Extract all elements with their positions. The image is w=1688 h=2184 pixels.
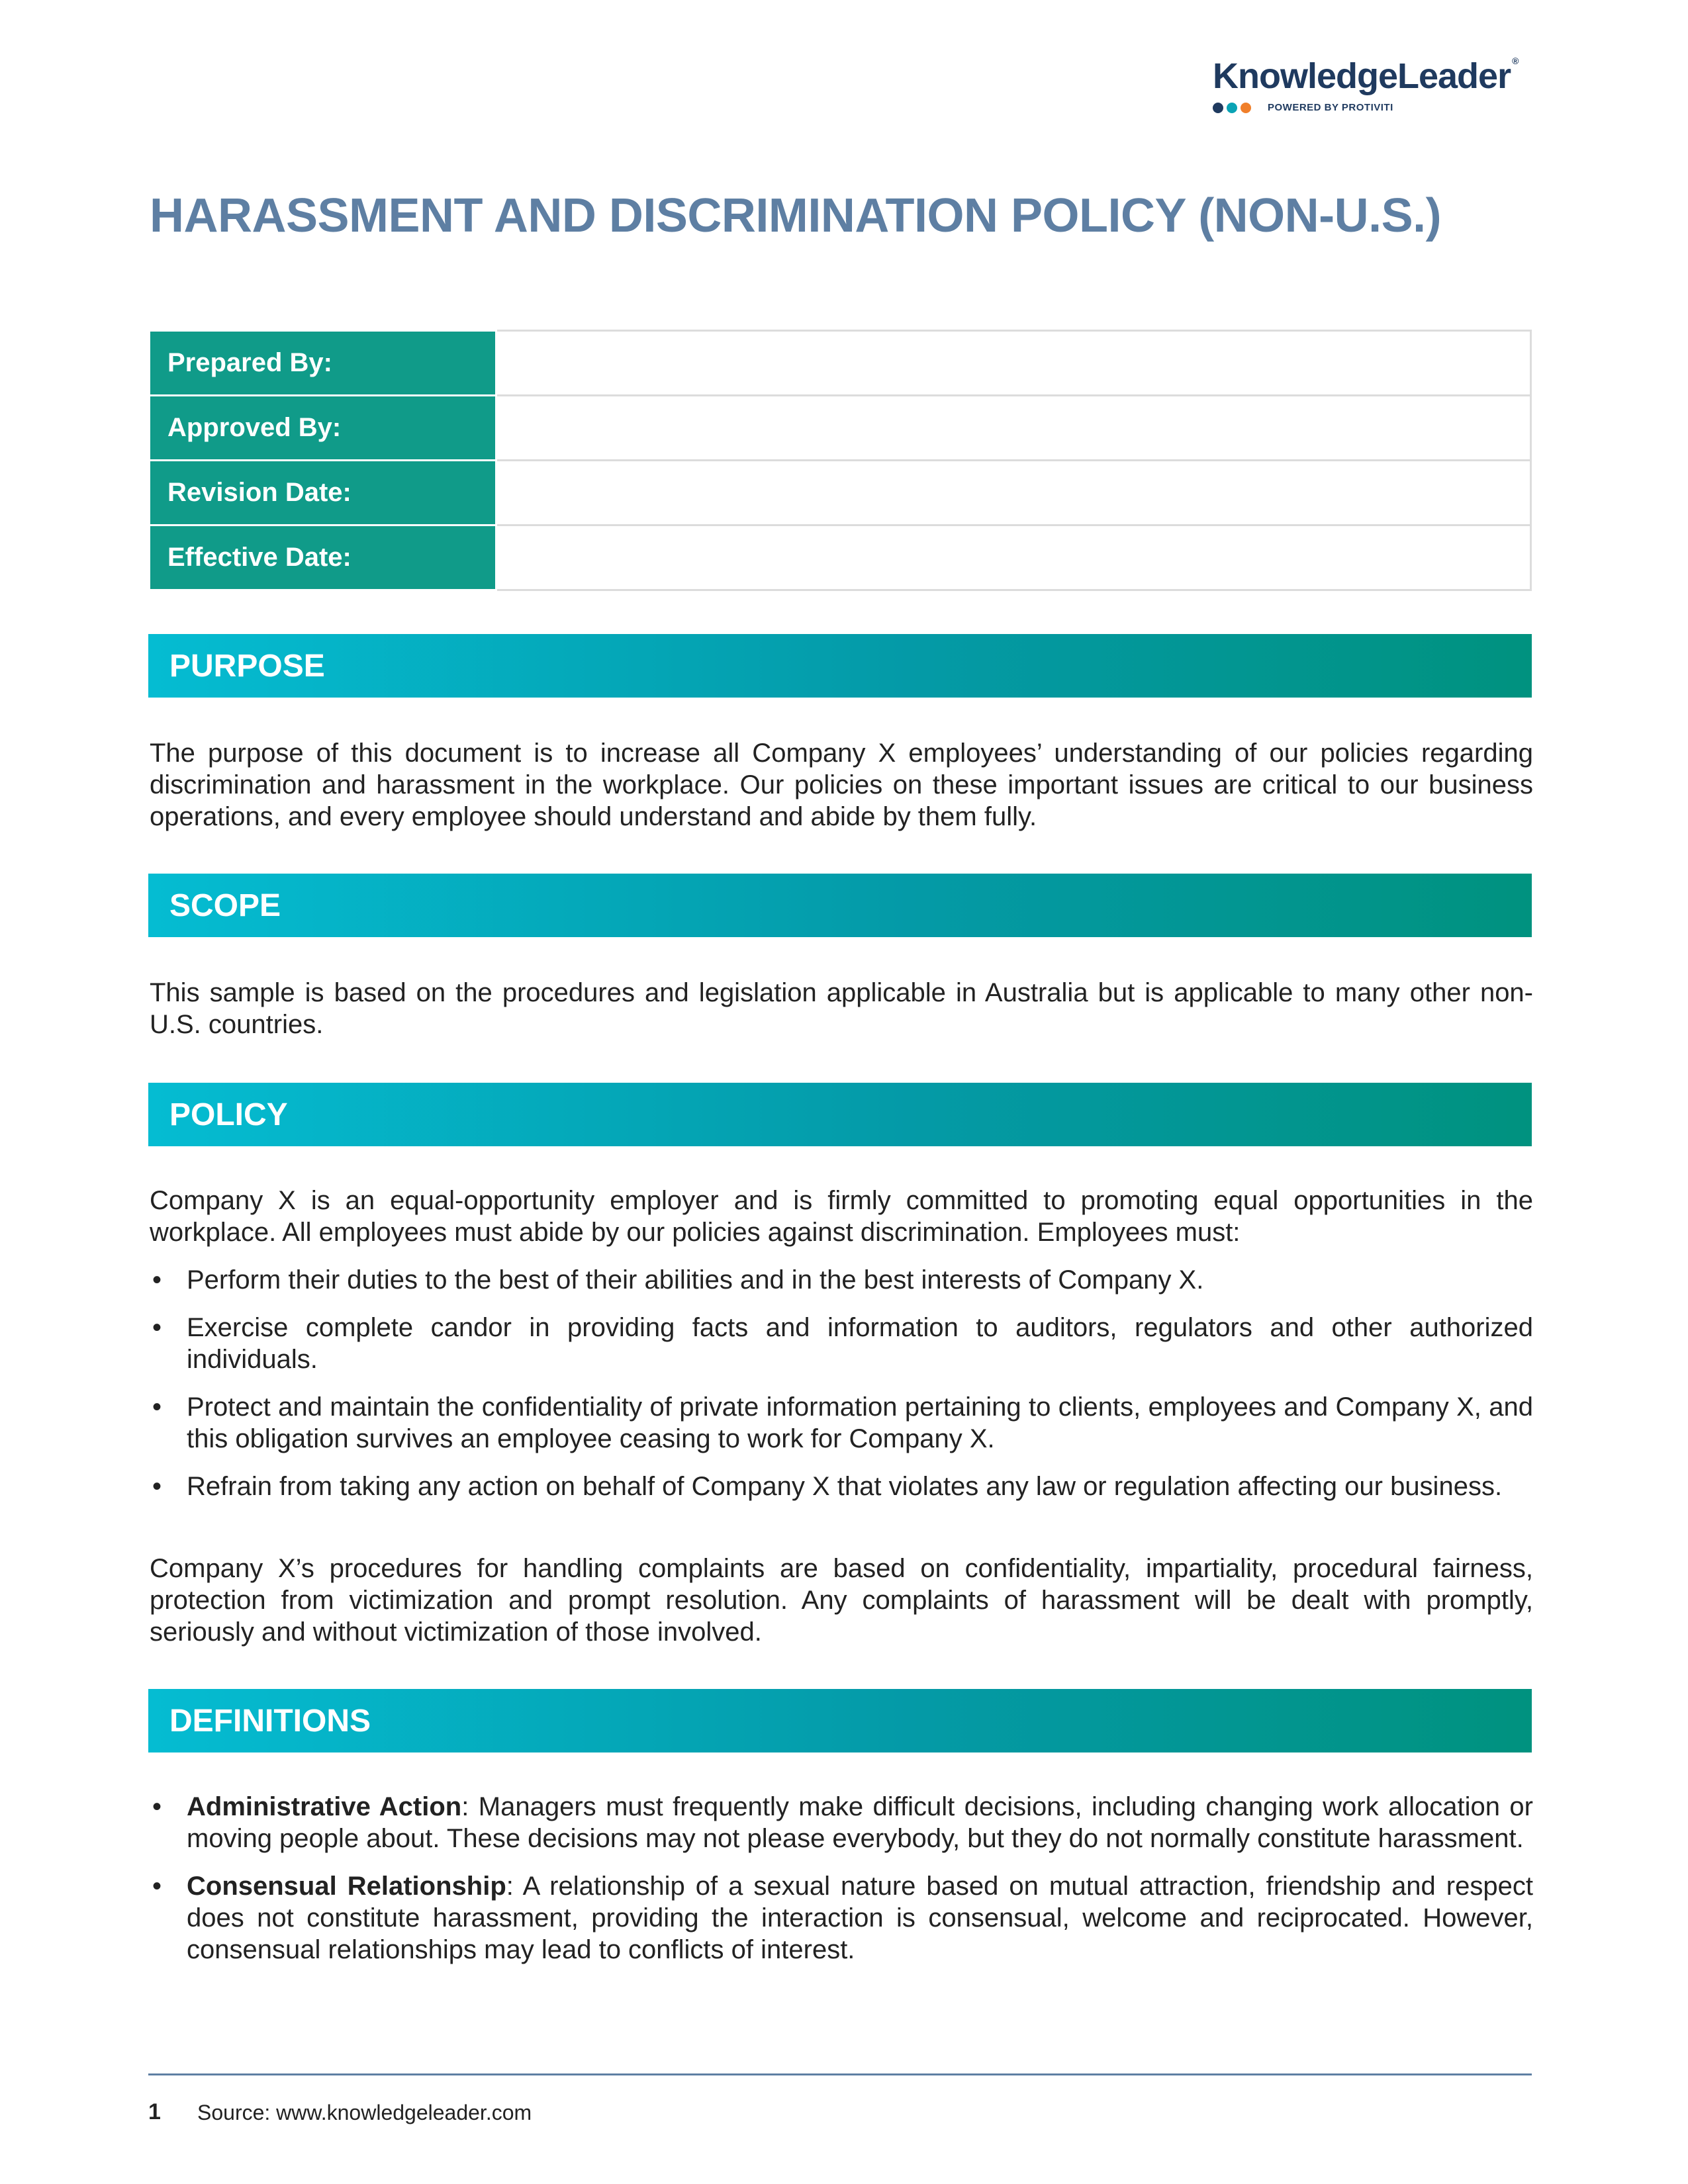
bullet-icon: • <box>152 1872 162 1901</box>
definition-term: Administrative Action <box>187 1792 462 1821</box>
meta-value-approved-by[interactable] <box>496 396 1531 461</box>
definition-text: : Managers must frequently make difficult decisions, including changing work allocation or moving people about. These decisions may not please everybody, but they do not normally constitute harassment. <box>187 1792 1533 1853</box>
logo-registered-mark: ® <box>1512 56 1519 66</box>
section-heading-definitions: DEFINITIONS <box>148 1689 1532 1752</box>
policy-bullet-text: Refrain from taking any action on behalf of Company X that violates any law or regulation affecting our business. <box>187 1472 1503 1501</box>
section-heading-purpose: PURPOSE <box>148 634 1532 698</box>
definitions-list <box>150 1791 1533 1981</box>
list-item <box>150 1264 1533 1296</box>
meta-row-revision-date <box>150 461 1531 525</box>
section-heading-policy: POLICY <box>148 1083 1532 1146</box>
logo-dot-orange-icon <box>1241 103 1251 113</box>
policy-bullet-text: Exercise complete candor in providing facts and information to auditors, regulators and other authorized individuals. <box>187 1313 1533 1374</box>
policy-bullet-text: Protect and maintain the confidentiality of private information pertaining to clients, employees and Company X, and this obligation survives an employee ceasing to work for Company X. <box>187 1392 1533 1453</box>
meta-label: Prepared By: <box>150 331 496 396</box>
meta-label: Approved By: <box>150 396 496 461</box>
bullet-icon: • <box>152 1792 162 1821</box>
meta-row-approved-by <box>150 396 1531 461</box>
meta-value-revision-date[interactable] <box>496 461 1531 525</box>
bullet-icon: • <box>152 1472 162 1501</box>
definition-text: : A relationship of a sexual nature based on mutual attraction, friendship and respect does not constitute harassment, providing the interaction is consensual, welcome and reciprocated. However, consensual relationships may lead to conflicts of interest. <box>187 1872 1533 1964</box>
purpose-text: The purpose of this document is to increase all Company X employees’ understanding of our policies regarding discrimination and harassment in the workplace. Our policies on these important issues are critical to our business operations, and every employee should understand and abide by them fully. <box>150 739 1533 831</box>
meta-label: Revision Date: <box>150 461 496 525</box>
scope-text: This sample is based on the procedures and legislation applicable in Australia but is applicable to many other non-U.S. countries. <box>150 978 1533 1039</box>
footer-divider <box>148 2073 1532 2075</box>
bullet-icon: • <box>152 1313 162 1342</box>
meta-value-prepared-by[interactable] <box>496 331 1531 396</box>
bullet-icon: • <box>152 1265 162 1295</box>
knowledgeleader-logo <box>1213 56 1530 113</box>
meta-row-prepared-by <box>150 331 1531 396</box>
logo-dot-navy-icon <box>1213 103 1223 113</box>
meta-row-effective-date <box>150 525 1531 590</box>
definition-term: Consensual Relationship <box>187 1872 506 1901</box>
meta-label: Effective Date: <box>150 525 496 590</box>
page-number: 1 <box>148 2099 161 2124</box>
policy-bullet-text: Perform their duties to the best of their abilities and in the best interests of Company X. <box>187 1265 1204 1295</box>
document-title: HARASSMENT AND DISCRIMINATION POLICY (NON-U.S.) <box>150 189 1442 242</box>
list-item <box>150 1391 1533 1455</box>
list-item <box>150 1312 1533 1375</box>
logo-tagline-row <box>1213 102 1530 113</box>
bullet-icon: • <box>152 1392 162 1422</box>
logo-powered-by: POWERED BY PROTIVITI <box>1268 102 1393 113</box>
policy-intro-text: Company X is an equal-opportunity employer and is firmly committed to promoting equal opportunities in the workplace. All employees must abide by our policies against discrimination. Employees must: <box>150 1186 1533 1247</box>
logo-dot-teal-icon <box>1227 103 1237 113</box>
list-item <box>150 1870 1533 1966</box>
list-item <box>150 1471 1533 1502</box>
policy-bullet-list <box>150 1264 1533 1518</box>
logo-name: KnowledgeLeader <box>1213 56 1511 96</box>
policy-closing-text: Company X’s procedures for handling complaints are based on confidentiality, impartiality, procedural fairness, protection from victimization and prompt resolution. Any complaints of harassment will be dealt with promptly, seriously and without victimization of those involved. <box>150 1554 1533 1647</box>
list-item <box>150 1791 1533 1854</box>
meta-value-effective-date[interactable] <box>496 525 1531 590</box>
document-meta-table <box>148 330 1532 591</box>
section-heading-scope: SCOPE <box>148 874 1532 937</box>
footer-source: Source: www.knowledgeleader.com <box>197 2101 532 2124</box>
